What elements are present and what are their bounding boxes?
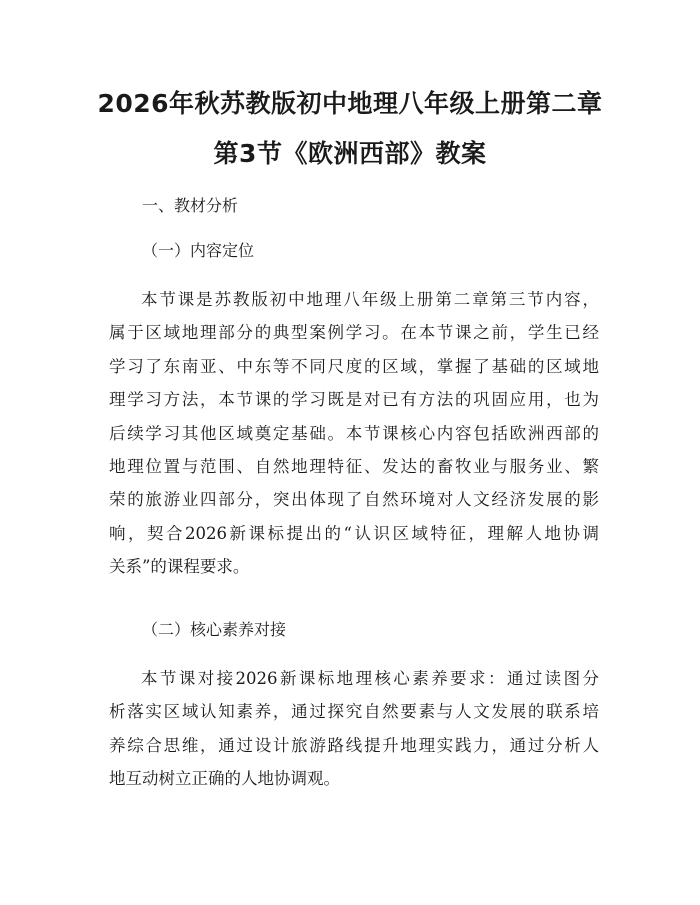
paragraph-line: 养综合思维，通过设计旅游路线提升地理实践力，通过分析人 <box>109 735 599 755</box>
paragraph-line: 地理位置与范围、自然地理特征、发达的畜牧业与服务业、繁 <box>109 456 599 476</box>
paragraph-line: 析落实区域认知素养，通过探究自然要素与人文发展的联系培 <box>109 702 599 722</box>
document-title-line-2: 第3节《欧洲西部》教案 <box>213 139 487 168</box>
section-heading-teaching-material-analysis: 一、教材分析 <box>142 196 239 215</box>
paragraph-line: 理学习方法，本节课的学习既是对已有方法的巩固应用，也为 <box>109 390 599 410</box>
paragraph-line: 地互动树立正确的人地协调观。 <box>109 769 340 789</box>
paragraph-line: 荣的旅游业四部分，突出体现了自然环境对人文经济发展的影 <box>109 490 599 510</box>
paragraph-line: 本节课对接2026新课标地理核心素养要求：通过读图分 <box>141 669 599 688</box>
subsection-heading-core-literacy: （二）核心素养对接 <box>142 620 287 639</box>
paragraph-line: 本节课是苏教版初中地理八年级上册第二章第三节内容， <box>141 290 599 309</box>
subsection-heading-content-positioning: （一）内容定位 <box>142 241 255 260</box>
paragraph-line: 后续学习其他区域奠定基础。本节课核心内容包括欧洲西部的 <box>109 423 599 443</box>
document-title-line-1: 2026年秋苏教版初中地理八年级上册第二章 <box>97 89 603 118</box>
paragraph-line: 学习了东南亚、中东等不同尺度的区域，掌握了基础的区域地 <box>109 356 599 376</box>
paragraph-content-positioning <box>109 283 599 584</box>
paragraph-core-literacy <box>109 662 599 796</box>
paragraph-line: 响，契合2026新课标提出的“认识区域特征，理解人地协调 <box>109 523 599 543</box>
paragraph-line: 关系”的课程要求。 <box>109 557 250 577</box>
paragraph-line: 属于区域地理部分的典型案例学习。在本节课之前，学生已经 <box>109 323 599 343</box>
